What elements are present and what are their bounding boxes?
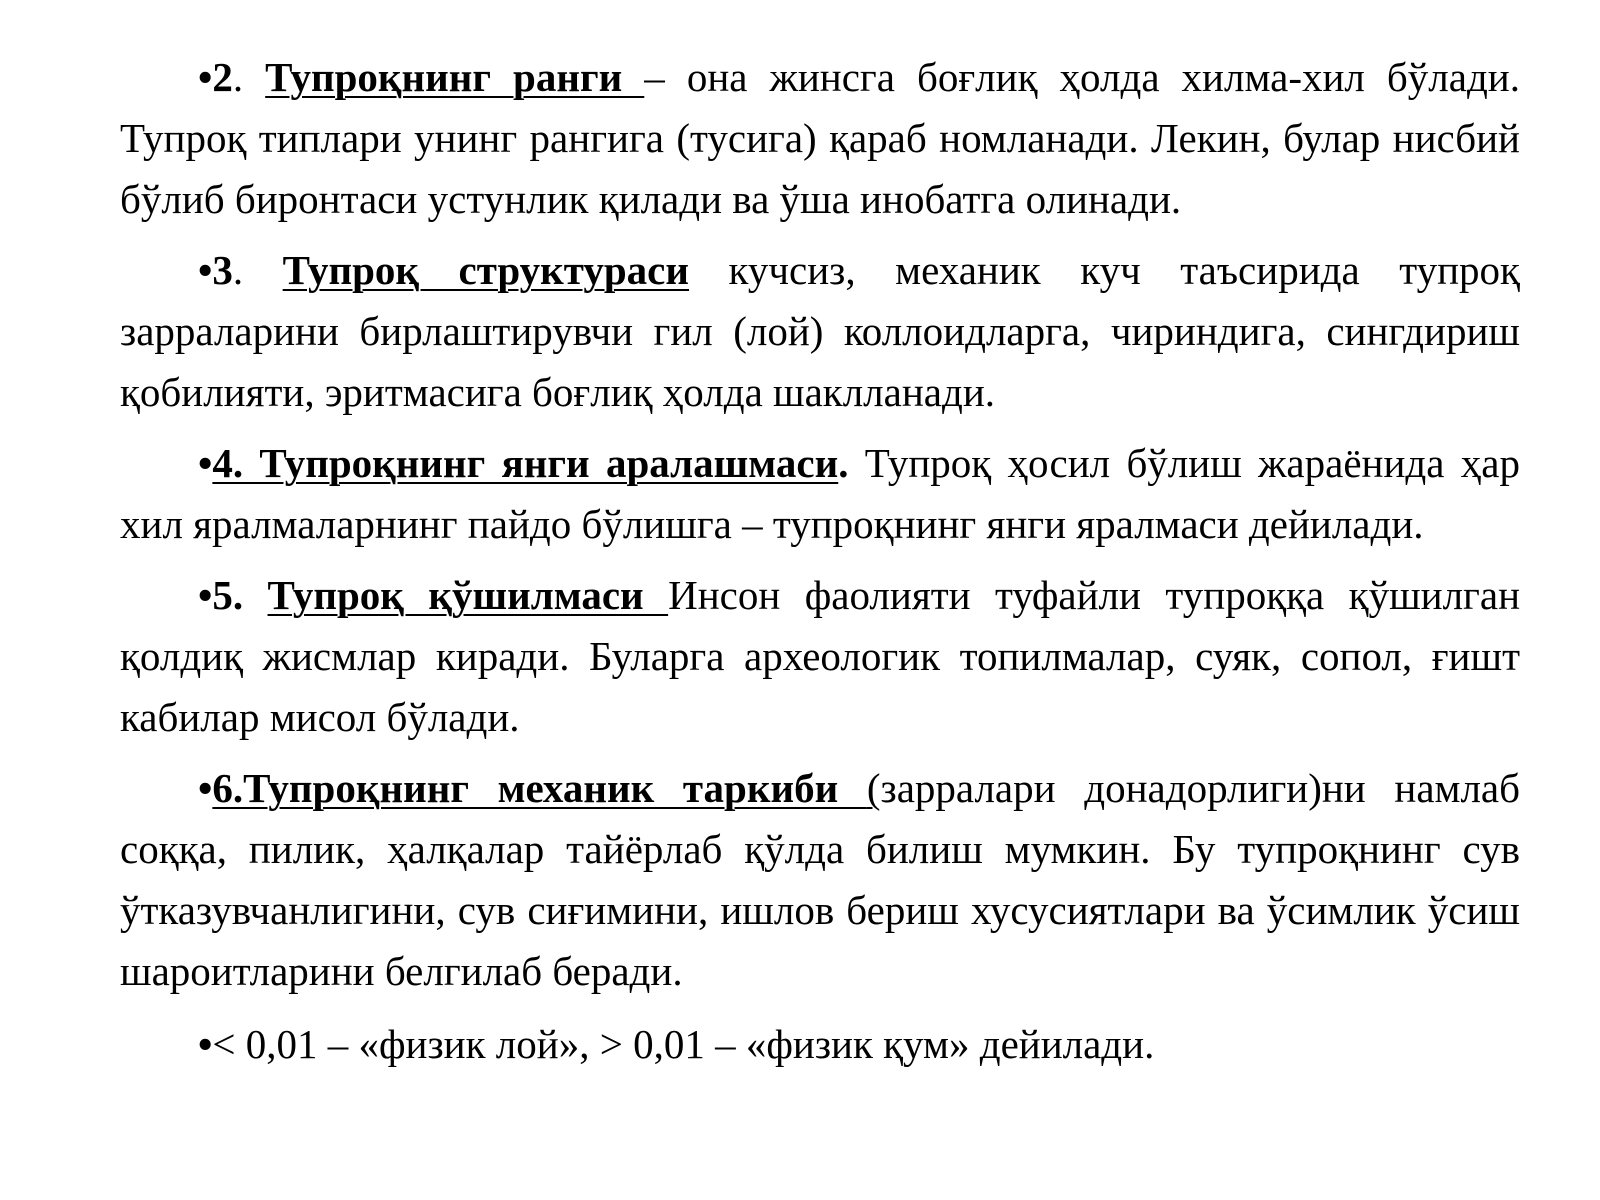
underlined-paren: ( — [866, 765, 881, 811]
term-mechanical-composition: 6.Тупроқнинг механик таркиби — [212, 765, 867, 811]
bullet-marker: • — [198, 1021, 213, 1067]
bullet-marker: • — [198, 247, 213, 293]
paragraph-body: Тупроқ ҳосил бўлиш жараёнида ҳар хил яралмаларнинг пайдо бўлишга – тупроқнинг янги яралмаси дейилади. — [120, 440, 1520, 547]
bullet-marker: • — [198, 54, 213, 100]
item-number: 3 — [212, 247, 233, 293]
term-new-formations: 4. Тупроқнинг янги аралашмаси — [212, 440, 839, 486]
paragraph-soil-color — [120, 47, 1520, 230]
term-soil-inclusions: Тупроқ қўшилмаси — [267, 572, 669, 618]
bullet-marker: • — [198, 572, 213, 618]
number-separator: . — [232, 247, 283, 293]
term-terminator: . — [838, 440, 849, 486]
paragraph-new-formations — [120, 433, 1520, 555]
term-soil-structure: Тупроқ структураси — [282, 247, 689, 293]
paragraph-mechanical-composition — [120, 758, 1520, 1002]
paragraph-body: зарралари донадорлиги)ни намлаб соққа, пилик, ҳалқалар тайёрлаб қўлда билиш мумкин. Бу тупроқнинг сув ўтказувчанлигини, сув сиғимини, ишлов бериш хусусиятлари ва ўсимлик ўсиш шароитларини белгилаб беради. — [120, 765, 1520, 994]
item-number: 5. — [212, 572, 268, 618]
bullet-marker: • — [198, 440, 213, 486]
bullet-marker: • — [198, 765, 213, 811]
paragraph-body: < 0,01 – «физик лой», > 0,01 – «физик қум» дейилади. — [212, 1021, 1155, 1067]
paragraph-soil-inclusions — [120, 565, 1520, 748]
term-soil-color: Тупроқнинг ранги — [265, 54, 645, 100]
paragraph-body: Инсон фаолияти туфайли тупроққа қўшилган қолдиқ жисмлар киради. Буларга археологик топилмалар, суяк, сопол, ғишт кабилар мисол бўлади. — [120, 572, 1521, 740]
number-separator: . — [232, 54, 266, 100]
paragraph-body: кучсиз, механик куч таъсирида тупроқ зарраларини бирлаштирувчи гил (лой) коллоидларга, чириндига, сингдириш қобилияти, эритмасига боғлиқ ҳолда шаклланади. — [120, 247, 1520, 415]
paragraph-body: – она жинсга боғлиқ ҳолда хилма-хил бўлади. Тупроқ типлари унинг рангига (тусига) қараб номланади. Лекин, булар нисбий бўлиб биронтаси устунлик қилади ва ўша инобатга олинади. — [120, 54, 1520, 222]
paragraph-physical-clay-sand — [120, 1014, 1520, 1075]
paragraph-soil-structure — [120, 240, 1520, 423]
document-page — [120, 47, 1520, 1085]
item-number: 2 — [212, 54, 233, 100]
